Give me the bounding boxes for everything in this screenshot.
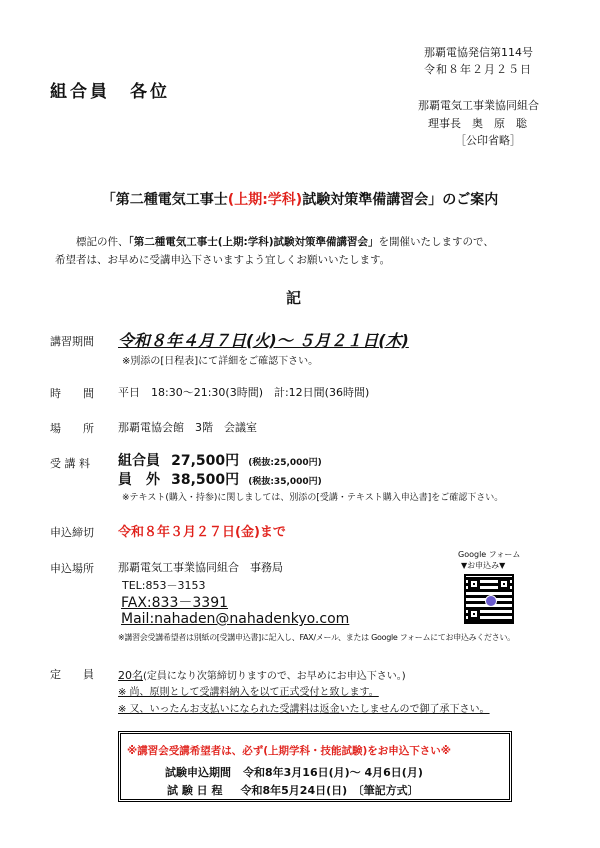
deadline-label: 申込締切 xyxy=(50,526,94,539)
place-value: 那覇電協会館 3階 会議室 xyxy=(118,421,257,434)
apply-mail-link[interactable]: Mail:nahaden@nahadenkyo.com xyxy=(121,611,350,627)
period-label: 講習期間 xyxy=(50,335,94,348)
apply-fax: FAX:833－3391 xyxy=(121,595,229,611)
capacity-note-1: ※ 尚、原則として受講料納入を以て正式受付と致します。 xyxy=(118,687,379,698)
issue-date: 令和８年２月２５日 xyxy=(424,63,532,76)
fee-label: 受 講 料 xyxy=(50,457,90,470)
period-value: 令和８年４月７日(火)～ ５月２１日(木) xyxy=(118,331,409,350)
title-highlight: (上期:学科) xyxy=(227,192,303,208)
place-label: 場 所 xyxy=(50,422,94,435)
capacity-value: 20名(定員になり次第締切りますので、お早めにお申込下さい。) xyxy=(118,669,406,682)
apply-note: ※講習会受講希望者は別紙の[受講申込書]に記入し、FAX/メール、または Google フォームにてお申込みください。 xyxy=(118,633,515,642)
intro-line-1: 標記の件、「第二種電気工事士(上期:学科)試験対策準備講習会」を開催いたしますので、 xyxy=(76,236,494,248)
exam-apply-period: 試験申込期間 令和8年3月16日(月)～ 4月6日(月) xyxy=(165,766,423,779)
apply-office: 那覇電気工事業協同組合 事務局 xyxy=(118,561,283,574)
time-value: 平日 18:30～21:30(3時間) 計:12日間(36時間) xyxy=(118,386,370,399)
apply-tel: TEL:853－3153 xyxy=(122,579,206,592)
intro-line-2: 希望者は、お早めに受講申込下さいますよう宜しくお願いいたします。 xyxy=(55,254,391,266)
addressee: 組合員 各位 xyxy=(50,82,170,102)
fee-member: 組合員 27,500円 (税抜:25,000円) xyxy=(118,453,322,469)
deadline-value: 令和８年３月２７日(金)まで xyxy=(118,525,286,540)
fee-note: ※テキスト(購入・持参)に関しましては、別添の[受講・テキスト購入申込書]をご確認下さい。 xyxy=(122,493,504,503)
qr-caption-2: ▼お申込み▼ xyxy=(461,561,506,570)
sender-org: 那覇電気工事業協同組合 xyxy=(418,99,539,112)
ki-heading: 記 xyxy=(286,289,302,307)
capacity-label: 定 員 xyxy=(50,668,94,681)
time-label: 時 間 xyxy=(50,387,94,400)
title-post: 試験対策準備講習会」のご案内 xyxy=(302,192,499,208)
title-pre: 「第二種電気工事士 xyxy=(101,192,228,208)
period-note: ※別添の[日程表]にて詳細をご確認下さい。 xyxy=(122,356,319,367)
exam-schedule: 試 験 日 程 令和8年5月24日(日) 〔筆記方式〕 xyxy=(167,784,419,797)
exam-notice-headline: ※講習会受講希望者は、必ず(上期学科・技能試験)をお申込下さい※ xyxy=(127,745,452,757)
seal-omitted: ［公印省略］ xyxy=(455,134,521,147)
apply-label: 申込場所 xyxy=(50,562,94,575)
sender-chair: 理事長 奥 原 聡 xyxy=(428,117,527,130)
capacity-note-2: ※ 又、いったんお支払いになられた受講料は返金いたしませんので御了承下さい。 xyxy=(118,704,490,715)
page-title xyxy=(0,189,600,209)
qr-caption-1: Google フォーム xyxy=(458,550,521,559)
qr-code-icon[interactable] xyxy=(464,574,514,624)
document-number: 那覇電協発信第114号 xyxy=(424,46,533,59)
fee-nonmember: 員 外 38,500円 (税抜:35,000円) xyxy=(118,472,322,488)
